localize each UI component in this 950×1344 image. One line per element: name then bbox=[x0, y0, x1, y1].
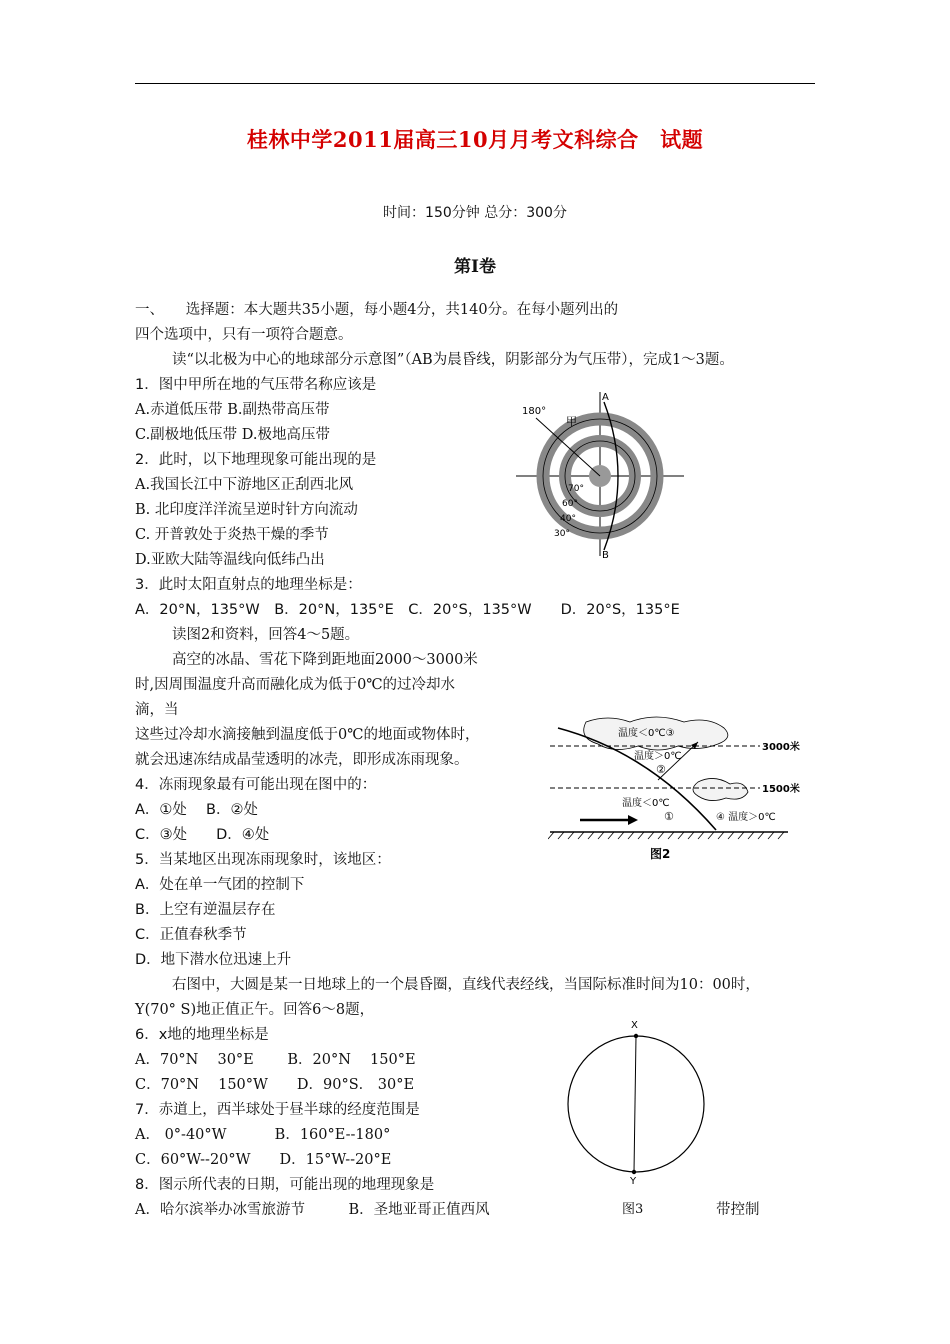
q3-stem: 3．此时太阳直射点的地理坐标是： bbox=[135, 577, 362, 593]
q1-options-cd: C.副极地低压带 D.极地高压带 bbox=[135, 427, 331, 443]
q2-option-a: A.我国长江中下游地区正刮西北风 bbox=[135, 477, 354, 493]
fig2-label-2: ② bbox=[656, 763, 666, 776]
q4-options-cd: C．③处 D．④处 bbox=[135, 827, 270, 843]
material-line-3: 滴，当 bbox=[135, 702, 179, 718]
material-line-2: 时,因周围温度升高而融化成为低于0℃的过冷却水 bbox=[135, 677, 456, 693]
fig2-lower-cloud bbox=[693, 778, 748, 800]
figure-3-terminator-circle bbox=[560, 1014, 710, 1186]
fig2-label-1500m: 1500米 bbox=[762, 784, 800, 795]
intro-q6-8-line-2: Y(70° S)地正值正午。回答6～8题， bbox=[135, 1002, 375, 1018]
q5-stem: 5．当某地区出现冻雨现象时，该地区： bbox=[135, 852, 391, 868]
q5-option-d: D．地下潜水位迅速上升 bbox=[135, 952, 292, 968]
figure-1-polar-diagram bbox=[508, 388, 688, 560]
fig3-point-x bbox=[634, 1034, 638, 1038]
q3-options: A．20°N，135°W B．20°N，135°E C．20°S，135°W D．20°S，135°E bbox=[135, 602, 680, 618]
q2-option-c: C. 开普敦处于炎热干燥的季节 bbox=[135, 527, 329, 543]
q4-options-ab: A．①处 B．②处 bbox=[135, 802, 258, 818]
intro-q4-5: 读图2和资料，回答4～5题。 bbox=[172, 627, 360, 643]
material-line-1: 高空的冰晶、雪花下降到距地面2000～3000米 bbox=[172, 652, 478, 668]
q2-option-b: B. 北印度洋洋流呈逆时针方向流动 bbox=[135, 502, 358, 518]
fig3-caption: 图3 bbox=[622, 1202, 644, 1217]
q5-option-a: A．处在单一气团的控制下 bbox=[135, 877, 305, 893]
intro-q1-3: 读“以北极为中心的地球部分示意图”（AB为晨昏线，阴影部分为气压带），完成1～3题。 bbox=[172, 352, 734, 368]
fig2-label-temp-1: 温度＜0℃ bbox=[622, 798, 670, 809]
q7-options-cd: C．60°W--20°W D．15°W--20°E bbox=[135, 1152, 392, 1168]
fig2-label-temp-2: 温度＞0℃ bbox=[634, 751, 682, 762]
fig1-label-70: 70° bbox=[568, 484, 584, 494]
q4-stem: 4．冻雨现象最有可能出现在图中的： bbox=[135, 777, 377, 793]
q1-options-ab: A.赤道低压带 B.副热带高压带 bbox=[135, 402, 330, 418]
q8-option-tail: 带控制 bbox=[716, 1202, 760, 1218]
fig3-label-x: X bbox=[631, 1020, 638, 1031]
section-instruction-1: 一、 选择题：本大题共35小题，每小题4分，共140分。在每小题列出的 bbox=[135, 302, 619, 318]
material-line-4: 这些过冷却水滴接触到温度低于0℃的地面或物体时， bbox=[135, 727, 480, 743]
q8-options-ab: A．哈尔滨举办冰雪旅游节 B．圣地亚哥正值西风 bbox=[135, 1202, 490, 1218]
fig1-label-180: 180° bbox=[522, 406, 547, 417]
q8-stem: 8．图示所代表的日期，可能出现的地理现象是 bbox=[135, 1177, 435, 1193]
top-rule bbox=[135, 83, 815, 84]
fig2-ground-hatch bbox=[548, 832, 784, 839]
fig1-label-60: 60° bbox=[562, 499, 578, 509]
figure-2-freezing-rain-diagram bbox=[548, 712, 810, 864]
material-line-5: 就会迅速冻结成晶莹透明的冰壳，即形成冻雨现象。 bbox=[135, 752, 469, 768]
fig1-label-30: 30° bbox=[554, 529, 570, 539]
fig1-label-a: A bbox=[602, 392, 609, 403]
q2-option-d: D.亚欧大陆等温线向低纬凸出 bbox=[135, 552, 325, 568]
fig2-label-temp-3: 温度＜0℃③ bbox=[618, 728, 675, 739]
q6-options-ab: A．70°N 30°E B．20°N 150°E bbox=[135, 1052, 416, 1068]
section-instruction-2: 四个选项中，只有一项符合题意。 bbox=[135, 327, 353, 343]
fig2-label-temp-4: ④ 温度＞0℃ bbox=[716, 812, 776, 823]
fig1-label-b: B bbox=[602, 550, 609, 560]
q5-option-c: C．正值春秋季节 bbox=[135, 927, 247, 943]
page-title: 桂林中学2011届高三10月月考文科综合 试题 bbox=[246, 127, 704, 152]
q6-stem: 6．x地的地理坐标是 bbox=[135, 1027, 269, 1043]
fig1-label-40: 40° bbox=[560, 514, 576, 524]
fig3-meridian bbox=[634, 1036, 636, 1172]
fig2-label-1: ① bbox=[664, 810, 674, 823]
q7-stem: 7．赤道上，西半球处于昼半球的经度范围是 bbox=[135, 1102, 420, 1118]
volume-heading: 第Ⅰ卷 bbox=[454, 257, 496, 277]
q1-stem: 1．图中甲所在地的气压带名称应该是 bbox=[135, 377, 377, 393]
fig2-caption: 图2 bbox=[650, 847, 671, 861]
fig3-label-y: Y bbox=[630, 1176, 637, 1186]
fig2-label-3000m: 3000米 bbox=[762, 742, 800, 753]
fig2-cold-air-arrowhead bbox=[628, 815, 638, 825]
q2-stem: 2．此时，以下地理现象可能出现的是 bbox=[135, 452, 377, 468]
fig1-label-jia: 甲 bbox=[566, 415, 577, 428]
fig3-point-y bbox=[632, 1170, 636, 1174]
q7-options-ab: A． 0°-40°W B．160°E--180° bbox=[135, 1127, 391, 1143]
exam-meta: 时间：150分钟 总分：300分 bbox=[383, 205, 567, 221]
q5-option-b: B．上空有逆温层存在 bbox=[135, 902, 276, 918]
intro-q6-8-line-1: 右图中，大圆是某一日地球上的一个晨昏圈，直线代表经线，当国际标准时间为10：00时， bbox=[172, 977, 760, 993]
q6-options-cd: C．70°N 150°W D．90°S． 30°E bbox=[135, 1077, 415, 1093]
